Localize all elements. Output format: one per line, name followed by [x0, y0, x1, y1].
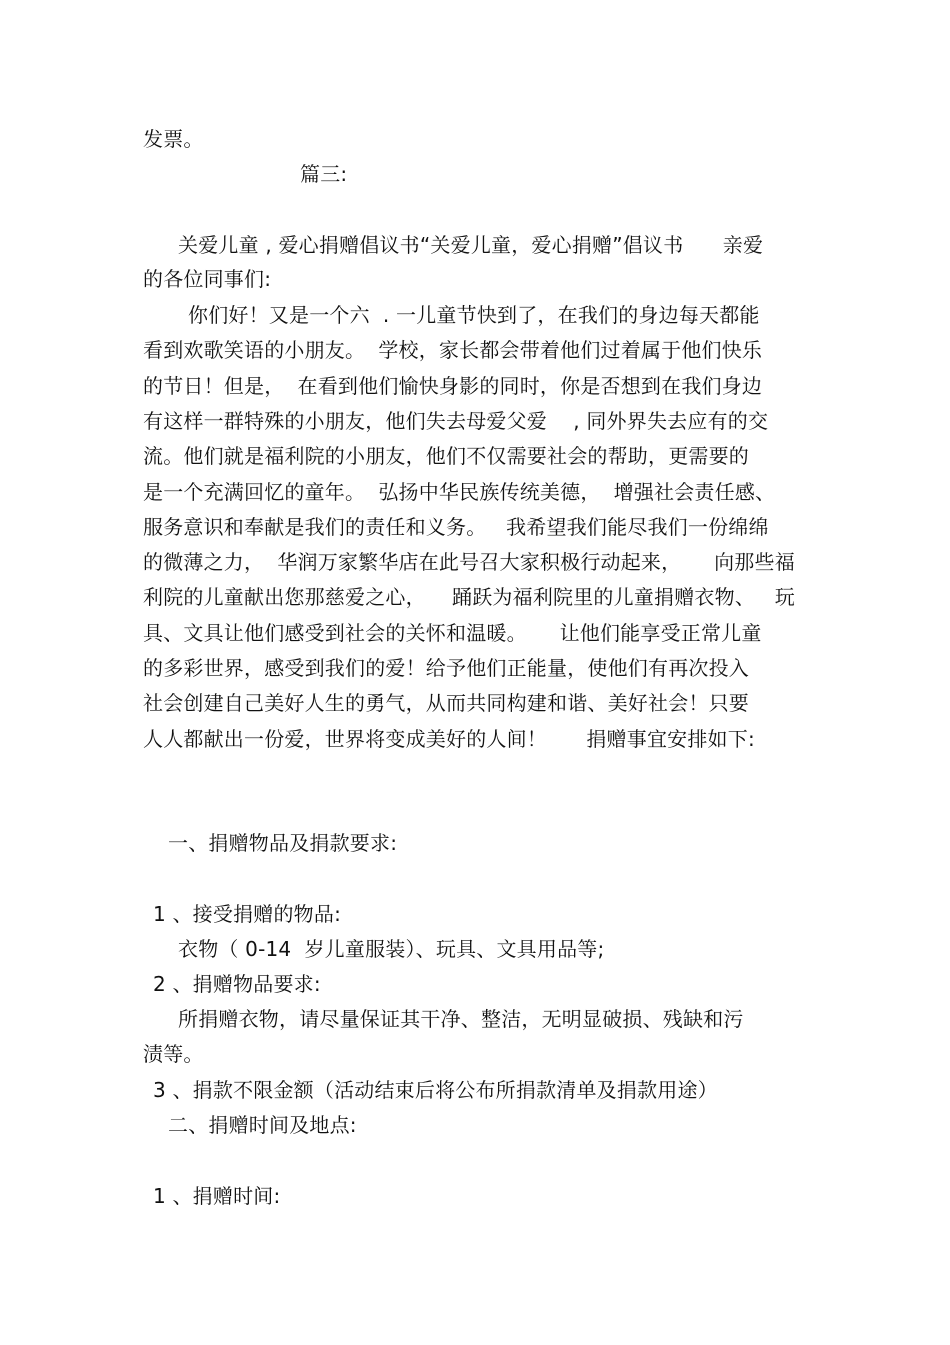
- body-line: 的节日！但是， 在看到他们愉快身影的同时，你是否想到在我们身边: [143, 374, 763, 398]
- list-item-heading: 3 、捐款不限金额（活动结束后将公布所捐款清单及捐款用途）: [153, 1078, 718, 1102]
- body-line: 利院的儿童献出您那慈爱之心， 踊跃为福利院里的儿童捐赠衣物、 玩: [143, 585, 795, 609]
- body-line: 你们好！又是一个六 . 一儿童节快到了，在我们的身边每天都能: [188, 303, 760, 327]
- list-item-text: 衣物（ 0-14 岁儿童服装）、玩具、文具用品等;: [178, 937, 605, 961]
- body-line: 的多彩世界，感受到我们的爱！给予他们正能量，使他们有再次投入: [143, 656, 749, 680]
- body-line: 是一个充满回忆的童年。 弘扬中华民族传统美德， 增强社会责任感、: [143, 480, 776, 504]
- list-item-heading: 1 、捐赠时间:: [153, 1184, 281, 1208]
- body-line: 人人都献出一份爱，世界将变成美好的人间！ 捐赠事宜安排如下:: [143, 727, 755, 751]
- subsection-heading: 二、捐赠时间及地点:: [168, 1113, 357, 1137]
- list-item-text: 渍等。: [143, 1042, 204, 1066]
- list-item-heading: 1 、接受捐赠的物品:: [153, 902, 342, 926]
- body-line: 服务意识和奉献是我们的责任和义务。 我希望我们能尽我们一份绵绵: [143, 515, 769, 539]
- body-line: 流。他们就是福利院的小朋友，他们不仅需要社会的帮助，更需要的: [143, 444, 749, 468]
- subsection-heading: 一、捐赠物品及捐款要求:: [168, 831, 398, 855]
- text-line: 发票。: [143, 127, 204, 151]
- section-heading: 篇三:: [300, 162, 348, 186]
- body-line: 有这样一群特殊的小朋友，他们失去母爱父爱 , 同外界失去应有的交: [143, 409, 769, 433]
- salutation-line: 的各位同事们:: [143, 267, 272, 291]
- list-item-heading: 2 、捐赠物品要求:: [153, 972, 321, 996]
- body-line: 看到欢歌笑语的小朋友。 学校，家长都会带着他们过着属于他们快乐: [143, 338, 763, 362]
- letter-title-line: 关爱儿童 , 爱心捐赠倡议书“关爱儿童，爱心捐赠”倡议书 亲爱: [178, 233, 764, 257]
- body-line: 的微薄之力， 华润万家繁华店在此号召大家积极行动起来， 向那些福: [143, 550, 795, 574]
- body-line: 具、文具让他们感受到社会的关怀和温暖。 让他们能享受正常儿童: [143, 621, 762, 645]
- body-line: 社会创建自己美好人生的勇气，从而共同构建和谐、美好社会！只要: [143, 691, 749, 715]
- list-item-text: 所捐赠衣物，请尽量保证其干净、整洁，无明显破损、残缺和污: [178, 1007, 744, 1031]
